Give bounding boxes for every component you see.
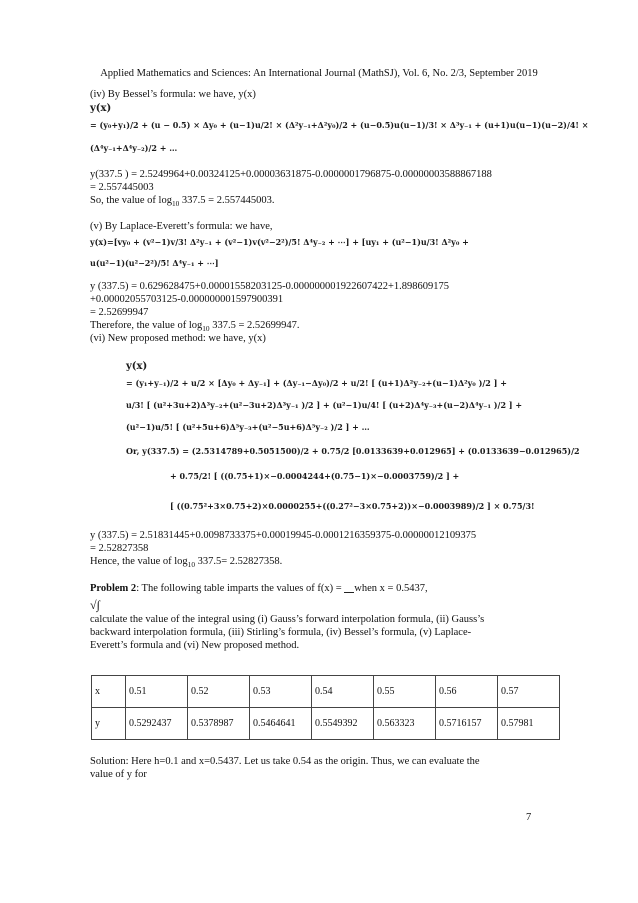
table-cell: y (92, 708, 126, 740)
proposed-eq-line-2: = (y₁+y₋₁)/2 + u/2 × [Δy₀ + Δy₋₁] + (Δy₋₁−Δy₀)/2 + u/2! [ (u+1)Δ²y₋₂+(u−1)Δ²y₀ )/2 ] + (126, 378, 507, 388)
table-cell: 0.5464641 (250, 708, 312, 740)
proposed-calc-1: y (337.5) = 2.51831445+0.0098733375+0.00019945-0.0001216359375-0.00000012109375 (90, 530, 477, 541)
table-cell: 0.51 (126, 676, 188, 708)
table-cell: 0.5549392 (312, 708, 374, 740)
everett-result: Therefore, the value of $\log_{10} 337.5 = 2.52699947$. (90, 320, 300, 334)
table-row-x (92, 676, 560, 708)
table-cell: 0.57981 (498, 708, 560, 740)
table-cell: 0.5716157 (436, 708, 498, 740)
table-cell: 0.54 (312, 676, 374, 708)
table-cell: 0.5378987 (188, 708, 250, 740)
bessel-eq-line-2: = (y₀+y₁)/2 + (u − 0.5) × Δy₀ + (u−1)u/2! × (Δ²y₋₁+Δ²y₀)/2 + (u−0.5)u(u−1)/3! × Δ³y₋₁ + (u+1)u(u−1)(u−2)/4! × (90, 120, 589, 130)
proposed-eq-line-3: u/3! [ (u²+3u+2)Δ³y₋₂+(u²−3u+2)Δ³y₋₁ )/2 ] + (u²−1)u/4! [ (u+2)Δ⁴y₋₃+(u−2)Δ⁴y₋₁ )/2 ] + (126, 400, 523, 410)
proposed-result: Hence, the value of $\log_{10} 337.5= 2.52827358$. (90, 556, 283, 570)
proposed-eq-line-1: y(x) (126, 361, 148, 372)
problem-body-3: Everett’s formula and (vi) New proposed method. (90, 640, 300, 651)
table-cell: 0.52 (188, 676, 250, 708)
bessel-calc-1: y(337.5 ) = 2.5249964+0.00324125+0.00003631875-0.0000001796875-0.00000003588867188 (90, 169, 492, 180)
bessel-eq-line-1: y(x) (90, 103, 112, 114)
everett-calc-2: +0.00002055703125-0.000000001597900391 (90, 294, 284, 305)
solution-line-2: value of y for (90, 769, 147, 780)
table-cell: 0.56 (436, 676, 498, 708)
journal-header: Applied Mathematics and Sciences: An International Journal (MathSJ), Vol. 6, No. 2/3, September 2019 (100, 68, 538, 79)
proposed-eq-line-5: Or, y(337.5) = (2.5314789+0.5051500)/2 + 0.75/2 [0.0133639+0.012965] + (0.0133639−0.012965)/2 (126, 446, 580, 456)
bessel-eq-line-3: (Δ⁴y₋₁+Δ⁴y₋₂)/2 + … (90, 143, 178, 153)
everett-calc-3: = 2.52699947 (90, 307, 149, 318)
proposed-calc-2: = 2.52827358 (90, 543, 149, 554)
proposed-eq-line-4: (u²−1)u/5! [ (u²+5u+6)Δ⁵y₋₃+(u²−5u+6)Δ⁵y₋₂ )/2 ] + … (126, 422, 370, 432)
problem-body-1: calculate the value of the integral using (i) Gauss’s forward interpolation formula, (ii) Gauss’s (90, 614, 485, 625)
problem-body-2: backward interpolation formula, (iii) Stirling’s formula, (iv) Bessel’s formula, (v) Laplace- (90, 627, 472, 638)
everett-calc-1: y (337.5) = 0.629628475+0.00001558203125-0.000000001922607422+1.898609175 (90, 281, 450, 292)
bessel-result: So, the value of $\log_{10} 337.5 = 2.557445003$. (90, 195, 275, 209)
everett-heading: (v) By Laplace-Everett’s formula: we have, (90, 221, 273, 232)
proposed-heading: (vi) New proposed method: we have, y(x) (90, 333, 266, 344)
table-cell: 0.55 (374, 676, 436, 708)
bessel-calc-2: = 2.557445003 (90, 182, 154, 193)
data-table (91, 675, 560, 740)
table-row-y (92, 708, 560, 740)
page-number: 7 (526, 812, 532, 823)
integral-sign: √∫ (90, 598, 100, 612)
everett-eq-line-2: u(u²−1)(u²−2²)/5! Δ⁴y₋₁ + ⋯] (90, 258, 219, 268)
bessel-heading: (iv) By Bessel’s formula: we have, y(x) (90, 89, 256, 100)
table-cell: 0.5292437 (126, 708, 188, 740)
problem-label: Problem 2 (90, 583, 137, 594)
everett-eq-line-1: y(x)=[vy₀ + (v²−1)v/3! Δ²y₋₁ + (v²−1)v(v²−2²)/5! Δ⁴y₋₂ + ⋯] + [uy₁ + (u²−1)u/3! Δ²y₀ + (90, 237, 469, 247)
proposed-eq-line-7: [ ((0.75²+3×0.75+2)×0.0000255+((0.27²−3×0.75+2))×−0.0003989)/2 ] × 0.75/3! (170, 501, 535, 511)
table-cell: 0.57 (498, 676, 560, 708)
proposed-eq-line-6: + 0.75/2! [ ((0.75+1)×−0.0004244+(0.75−1)×−0.0003759)/2 ] + (170, 471, 460, 481)
table-cell: x (92, 676, 126, 708)
solution-line-1: Solution: Here h=0.1 and x=0.5437. Let us take 0.54 as the origin. Thus, we can evaluate the (90, 756, 480, 767)
problem-intro: Problem 2: The following table imparts the values of f(x) = when x = 0.5437, (90, 583, 428, 594)
table-cell: 0.53 (250, 676, 312, 708)
table-cell: 0.563323 (374, 708, 436, 740)
